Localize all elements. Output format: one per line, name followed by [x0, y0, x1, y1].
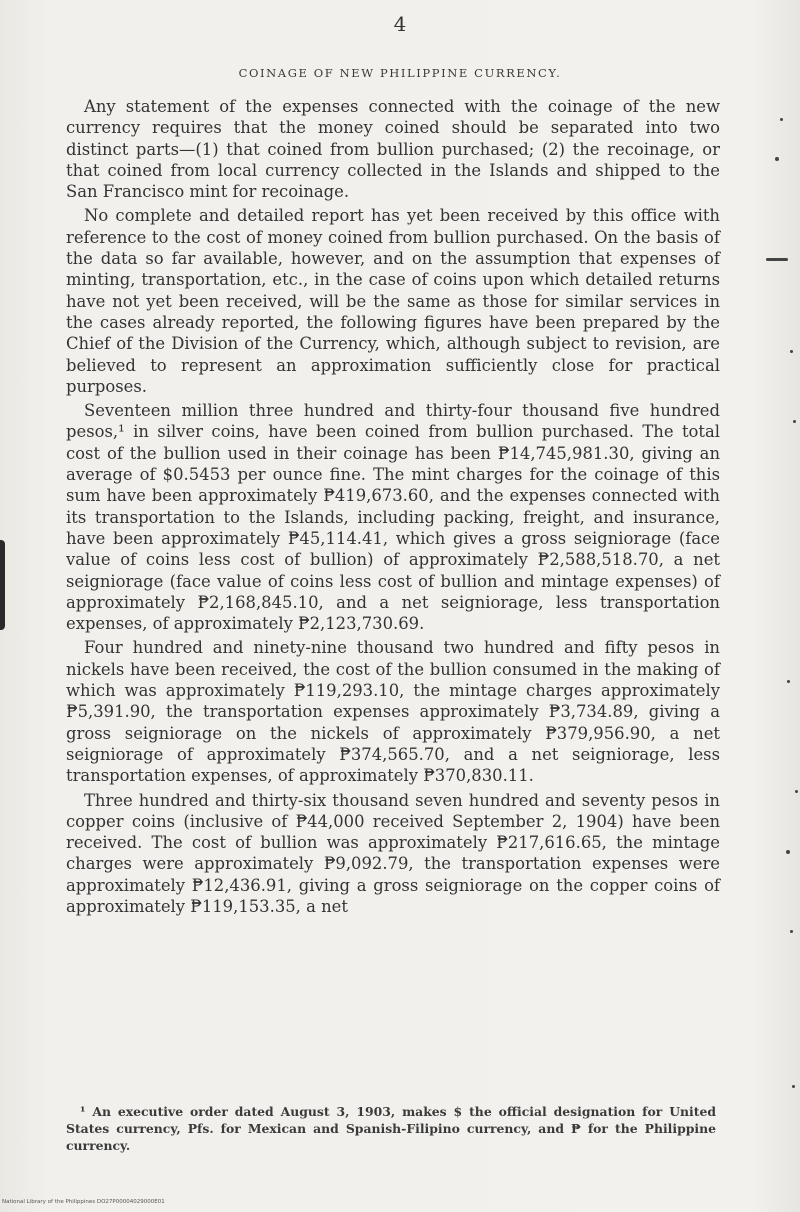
paragraph: Seventeen million three hundred and thirty-four thousand five hundred pesos,¹ in silver coins, have been coined from bullion purchased. The total cost of the bullion used in their coinage has been ₱14,745,981.30, giving an average of $0.5453 per ounce fine. The mint charges for the coinage of this sum have been approximately ₱419,673.60, and the expenses connected with its transportation to the Islands, including packing, freight, and insurance, have been approximately ₱45,114.41, which gives a gross seigniorage (face value of coins less cost of bullion) of approximately ₱2,588,518.70, a net seigniorage (face value of coins less cost of bullion and mintage expenses) of approximately ₱2,168,845.10, and a net seigniorage, less transportation expenses, of approximately ₱2,123,730.69. [66, 401, 720, 634]
running-head: COINAGE OF NEW PHILIPPINE CURRENCY. [238, 66, 562, 80]
footnote: ¹ An executive order dated August 3, 1903, makes $ the official designation for United States currency, Pfs. for Mexican and Spanish-Filipino currency, and ₱ for the Philippine currency. [66, 1104, 716, 1153]
page-number: 4 [393, 12, 407, 36]
paragraph: No complete and detailed report has yet been received by this office with reference to the cost of money coined from bullion purchased. On the basis of the data so far available, however, and on the assumption that expenses of minting, transportation, etc., in the case of coins upon which detailed returns have not yet been received, will be the same as those for similar services in the cases already reported, the following figures have been prepared by the Chief of the Division of the Currency, which, although subject to revision, are believed to represent an approximation sufficiently close for practical purposes. [66, 206, 720, 396]
paragraph: Any statement of the expenses connected with the coinage of the new currency requires that the money coined should be separated into two distinct parts—(1) that coined from bullion purchased; (2) the recoinage, or that coined from local currency collected in the Islands and shipped to the San Francisco mint for recoinage. [66, 97, 720, 202]
scan-speck [790, 350, 793, 353]
scan-speck [766, 258, 788, 261]
body-text [66, 96, 720, 920]
scan-speck [787, 680, 790, 683]
scan-speck [792, 1085, 795, 1088]
scan-speck [775, 157, 779, 161]
scan-speck [795, 790, 798, 793]
scan-speck [790, 930, 793, 933]
paragraph: Four hundred and ninety-nine thousand two hundred and fifty pesos in nickels have been received, the cost of the bullion consumed in the making of which was approximately ₱119,293.10, the mintage charges approximately ₱5,391.90, the transportation expenses approximately ₱3,734.89, giving a gross seigniorage on the nickels of approximately ₱379,956.90, a net seigniorage of approximately ₱374,565.70, and a net seigniorage, less transportation expenses, of approximately ₱370,830.11. [66, 638, 720, 786]
scan-footer: National Library of the Philippines DO27P00004029000E01 [2, 1199, 165, 1205]
binding-shadow [0, 540, 5, 630]
scan-speck [780, 118, 783, 121]
paragraph: Three hundred and thirty-six thousand seven hundred and seventy pesos in copper coins (inclusive of ₱44,000 received September 2, 1904) have been received. The cost of bullion was approximately ₱217,616.65, the mintage charges were approximately ₱9,092.79, the transportation expenses were approximately ₱12,436.91, giving a gross seigniorage on the copper coins of approximately ₱119,153.35, a net [66, 790, 720, 916]
scan-speck [786, 850, 790, 854]
scan-speck [793, 420, 796, 423]
